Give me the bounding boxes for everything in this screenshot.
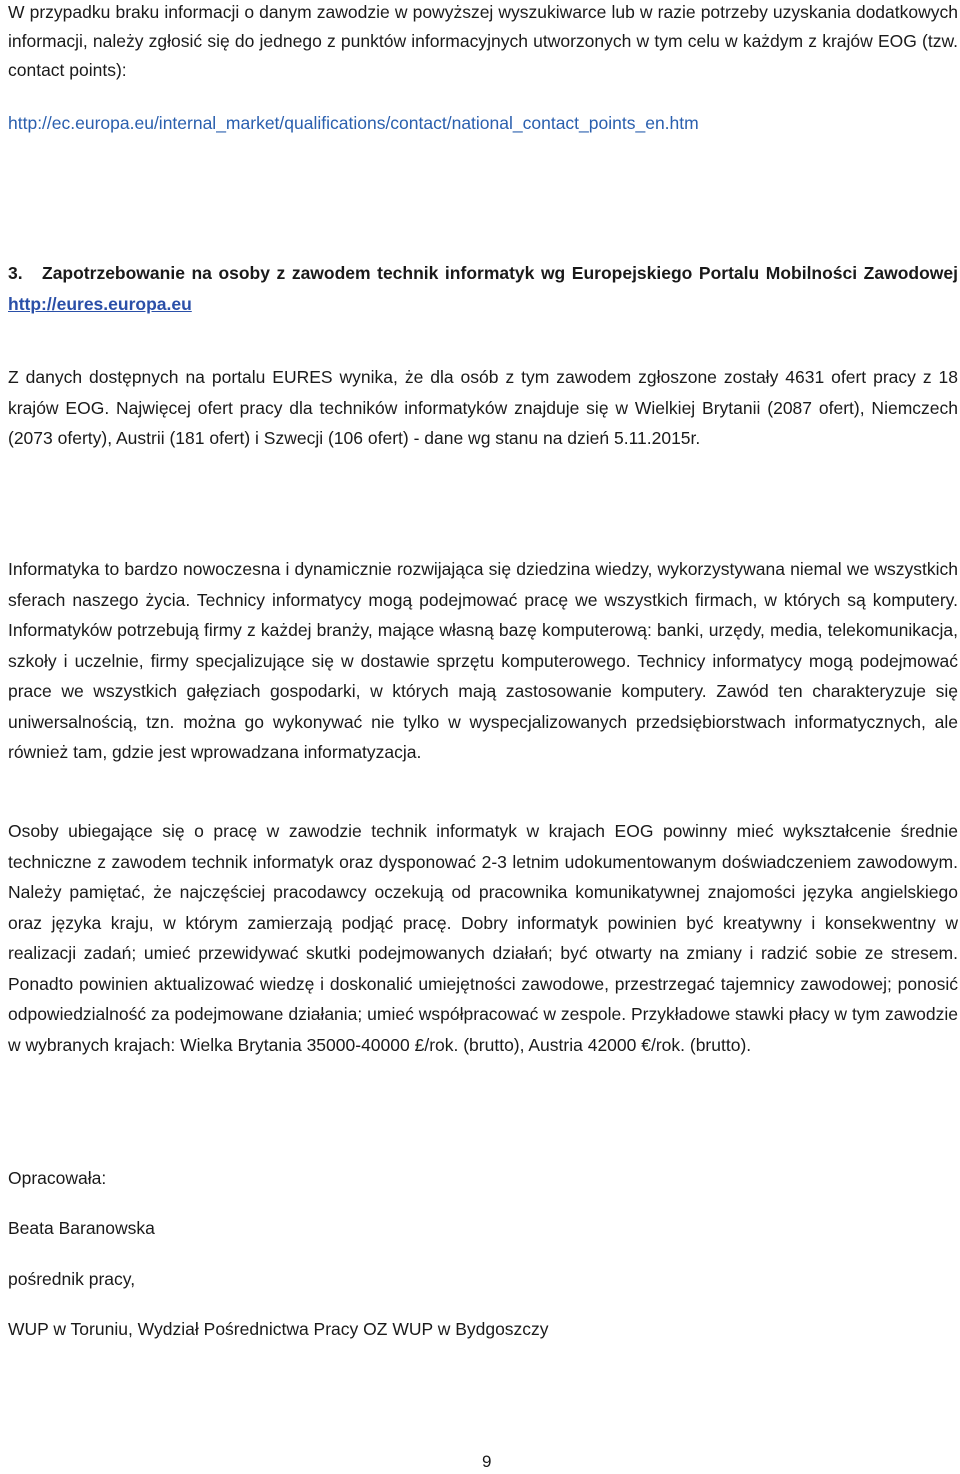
requirements-paragraph: Osoby ubiegające się o pracę w zawodzie technik informatyk w krajach EOG powinny mieć wykształcenie średnie techniczne z zawodem technik informatyk oraz dysponować 2-3 letnim udokumentowanym doświadczeniem zawodowym. Należy pamiętać, że najczęściej pracodawcy oczekują od pracownika komunikatywnej znajomości języka angielskiego oraz języka kraju, w którym zamierzają podjąć pracę. Dobry informatyk powinien być kreatywny i konsekwentny w realizacji zadań; umieć przewidywać skutki podejmowanych działań; być otwarty na zmiany i radzić sobie ze stresem. Ponadto powinien aktualizować wiedzę i doskonalić umiejętności zawodowe, przestrzegać tajemnicy zawodowej; ponosić odpowiedzialność za podejmowane działania; umieć współpracować w zespole. Przykładowe stawki płacy w tym zawodzie w wybranych krajach: Wielka Brytania 35000-40000 £/rok. (brutto), Austria 42000 €/rok. (brutto). <box>8 821 958 1055</box>
section-heading <box>8 258 958 320</box>
section-title: Zapotrzebowanie na osoby z zawodem technik informatyk wg Europejskiego Portalu Mobilności Zawodowej <box>42 263 958 283</box>
eures-link[interactable]: http://eures.europa.eu <box>8 294 192 314</box>
contact-points-url[interactable]: http://ec.europa.eu/internal_market/qualifications/contact/national_contact_points_en.htm <box>8 113 699 133</box>
signature-prepared-by: Opracowała: <box>8 1168 107 1188</box>
intro-paragraph: W przypadku braku informacji o danym zawodzie w powyższej wyszukiwarce lub w razie potrzeby uzyskania dodatkowych informacji, należy zgłosić się do jednego z punktów informacyjnych utworzonych w tym celu w każdym z krajów EOG (tzw. contact points): <box>8 2 958 80</box>
signature-office: WUP w Toruniu, Wydział Pośrednictwa Pracy OZ WUP w Bydgoszczy <box>8 1319 549 1339</box>
signature-role: pośrednik pracy, <box>8 1269 136 1289</box>
page-number: 9 <box>482 1452 492 1471</box>
signature-name: Beata Baranowska <box>8 1218 155 1238</box>
section-number: 3. <box>8 263 23 283</box>
eures-offers-paragraph: Z danych dostępnych na portalu EURES wynika, że dla osób z tym zawodem zgłoszone zostały 4631 ofert pracy z 18 krajów EOG. Najwięcej ofert pracy dla techników informatyków znajduje się w Wielkiej Brytanii (2087 ofert), Niemczech (2073 oferty), Austrii (181 ofert) i Szwecji (106 ofert) - dane wg stanu na dzień 5.11.2015r. <box>8 367 958 448</box>
it-description-paragraph: Informatyka to bardzo nowoczesna i dynamicznie rozwijająca się dziedzina wiedzy, wykorzystywana niemal we wszystkich sferach naszego życia. Technicy informatycy mogą podejmować pracę we wszystkich firmach, w których są komputery. Informatyków potrzebują firmy z każdej branży, mające własną bazę komputerową: banki, urzędy, media, telekomunikacja, szkoły i uczelnie, firmy specjalizujące się w dostawie sprzętu komputerowego. Technicy informatycy mogą podejmować prace we wszystkich gałęziach gospodarki, w których mają zastosowanie komputery. Zawód ten charakteryzuje się uniwersalnością, tzn. można go wykonywać nie tylko w wyspecjalizowanych przedsiębiorstwach informatycznych, ale również tam, gdzie jest wprowadzana informatyzacja. <box>8 559 958 762</box>
